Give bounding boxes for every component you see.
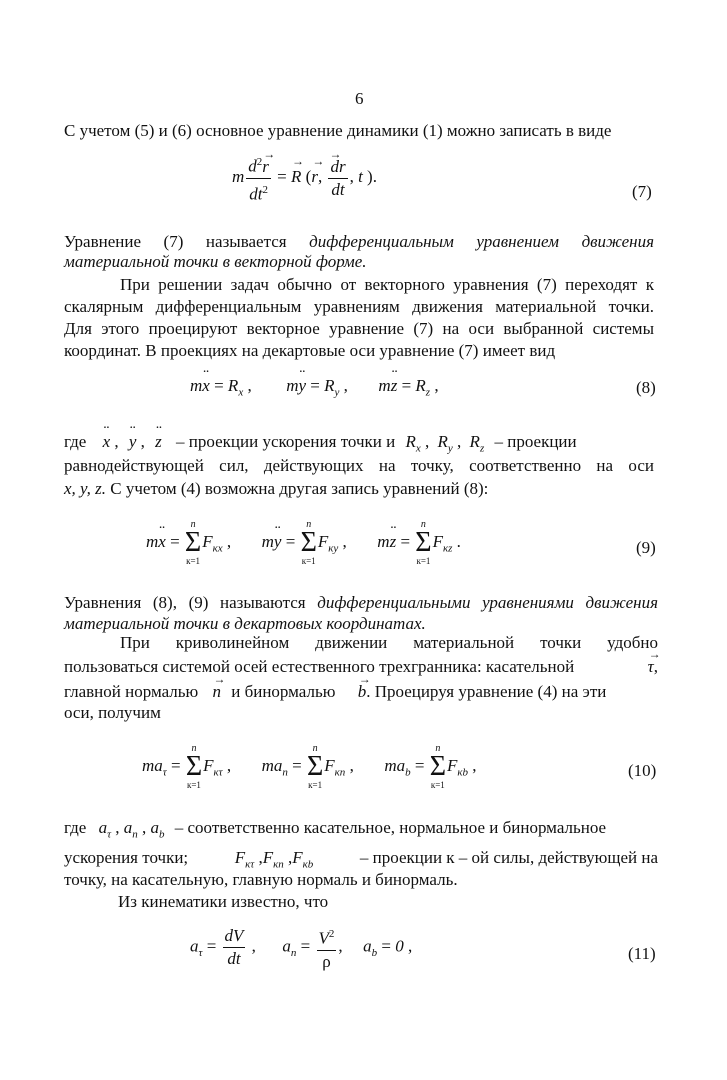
paragraph-natural-line1: При криволинейном движении материальной точки удобно: [120, 633, 658, 652]
paragraph-projections-line2: равнодействующей сил, действующих на точку, соответственно на оси: [64, 456, 654, 475]
equation-7: m $\frac{d^2\to r}{dt^2}$ = → R (→ r, → $\frac{dr}{dt}$ , t ).: [232, 152, 377, 204]
paragraph-vector-line1: При решении задач обычно от векторного уравнения (7) переходят к: [120, 275, 654, 294]
paragraph-kinematics: Из кинематики известно, что: [118, 892, 329, 911]
paragraph-definition-1: Уравнение (7) называется дифференциальным уравнением движения: [64, 232, 655, 251]
equation-10-number: (10): [628, 761, 657, 780]
paragraph-projections-line3: x, y, z. С учетом (4) возможна другая запись уравнений (8):: [64, 479, 489, 498]
paragraph-natural-line3: главной нормалью → n и бинормалью → b. Проецируя уравнение (4) на эти: [64, 681, 606, 703]
paragraph-vector-line3: Для этого проецируют векторное уравнение (7) на оси выбранной системы: [64, 319, 654, 338]
equation-7-number: (7): [632, 182, 652, 201]
equation-10: $ma_\tau$ = n Σ к=1 $F_{к\tau}$ , $ma_n$ = n Σ к=1 $F_{кn}$ , $ma_b$ = n Σ к=1 $F_{кb}$ ,: [142, 743, 477, 790]
equation-8-number: (8): [636, 378, 656, 397]
paragraph-vector-line2: скалярным дифференциальным уравнениям движения материальной точки.: [64, 297, 654, 316]
paragraph-accel-line2: ускорения точки; $F_{к\tau}$ $,F_{кn}$ $,F_{кb}$ – проекции к – ой силы, действующей на: [64, 848, 658, 871]
equation-9: m¨ x = n Σ к=1 $F_{кх}$ , m¨ y = n Σ к=1 $F_{ку}$ , m¨ z = n Σ к=1 $F_{кz}$ .: [146, 520, 461, 566]
paragraph-accel-line3: точку, на касательную, главную нормаль и бинормаль.: [64, 870, 458, 889]
paragraph-projections-line1: где ¨ x , ¨ y , ¨ z – проекции ускорения точки и $R_x$ , $R_y$ , $R_z$ – проекции: [64, 431, 577, 459]
paragraph-definition-1-line2: материальной точки в векторной форме.: [64, 252, 367, 271]
paragraph-natural-line2: пользоваться системой осей естественного трехгранника: касательной → τ,: [64, 656, 658, 678]
paragraph-accel-line1: где $a_\tau$ , $a_n$ , $a_b$ – соответственно касательное, нормальное и бинормальное: [64, 818, 607, 841]
paragraph-definition-2-line2: материальной точки в декартовых координатах.: [64, 614, 426, 633]
equation-11-number: (11): [628, 944, 656, 963]
equation-9-number: (9): [636, 538, 656, 557]
paragraph-vector-line4: координат. В проекциях на декартовые оси уравнение (7) имеет вид: [64, 341, 556, 360]
paragraph-definition-2: Уравнения (8), (9) называются дифференциальными уравнениями движения: [64, 593, 659, 612]
paragraph-intro: С учетом (5) и (6) основное уравнение динамики (1) можно записать в виде: [64, 121, 612, 140]
equation-11: $a_\tau$ = $\frac{dV}{dt}$ , $a_n$ = $\frac{V^2}{\rho}$ , $a_b = 0$ ,: [190, 924, 412, 972]
page-number: 6: [355, 89, 364, 108]
equation-8: m¨ $x = R_x$ , m¨ $y = R_y$ , m¨ $z = R_z$ ,: [190, 376, 439, 398]
paragraph-natural-line4: оси, получим: [64, 703, 161, 722]
